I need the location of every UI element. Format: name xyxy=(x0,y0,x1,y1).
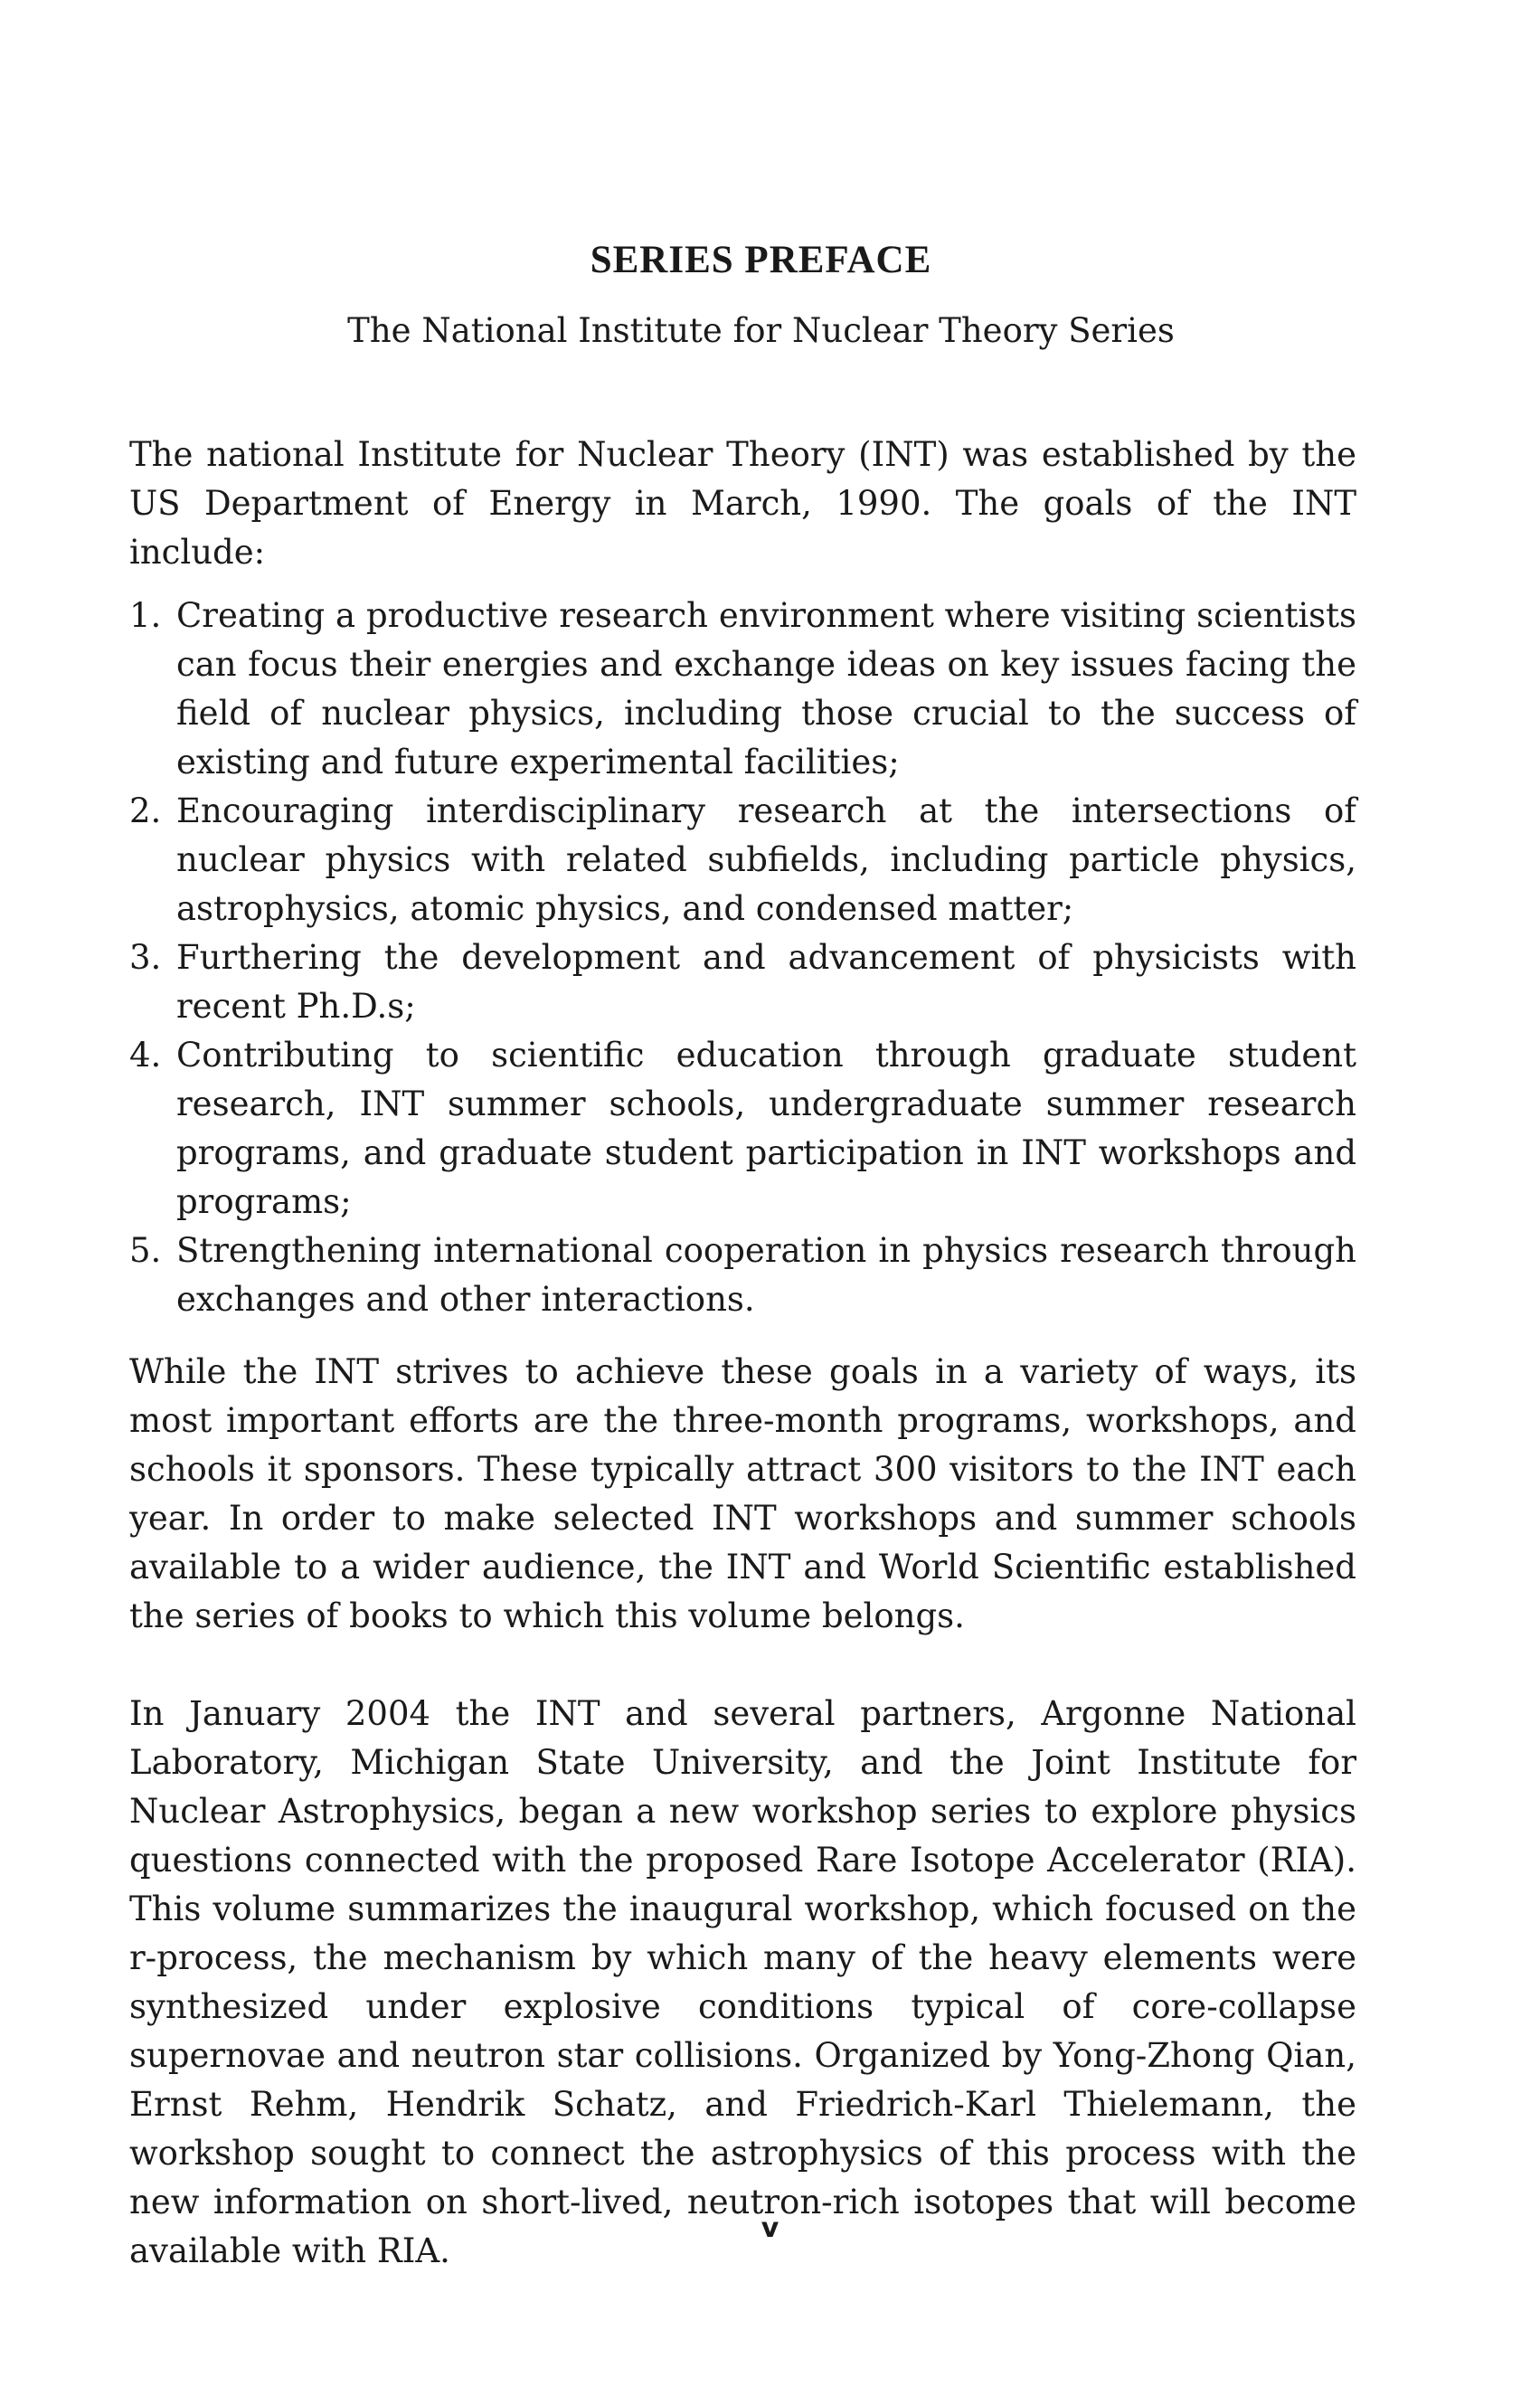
page-body xyxy=(129,237,1356,2276)
goal-item xyxy=(129,1227,1356,1324)
goal-text: Contributing to scientific education through graduate student research, INT summer schools, undergraduate summer research programs, and graduate student participation in INT workshops and programs; xyxy=(176,1035,1356,1221)
goal-number: 3. xyxy=(129,937,162,977)
goal-number: 5. xyxy=(129,1230,162,1270)
goals-list xyxy=(129,592,1356,1324)
goal-text: Encouraging interdisciplinary research at the intersections of nuclear physics with related subfields, including particle physics, astrophysics, atomic physics, and condensed matter; xyxy=(176,791,1356,928)
goal-text: Furthering the development and advancement of physicists with recent Ph.D.s; xyxy=(176,937,1356,1026)
intro-paragraph: The national Institute for Nuclear Theory (INT) was established by the US Department of Energy in March, 1990. The goals of the INT include: xyxy=(129,434,1356,572)
goal-text: Creating a productive research environment where visiting scientists can focus their energies and exchange ideas on key issues facing the field of nuclear physics, including those crucial to the success of existing and future experimental facilities; xyxy=(176,595,1356,781)
page-number: v xyxy=(761,2212,779,2244)
goal-item xyxy=(129,1031,1356,1227)
page-title: SERIES PREFACE xyxy=(590,239,932,281)
goal-item xyxy=(129,933,1356,1031)
goal-text: Strengthening international cooperation in physics research through exchanges and other interactions. xyxy=(176,1230,1356,1319)
goal-item xyxy=(129,592,1356,787)
goal-number: 2. xyxy=(129,791,162,830)
body-paragraph: While the INT strives to achieve these goals in a variety of ways, its most important efforts are the three-month programs, workshops, and schools it sponsors. These typically attract 300 visitors to the INT each year. In order to make selected INT workshops and summer schools available to a wider audience, the INT and World Scientific established the series of books to which this volume belongs. xyxy=(129,1351,1356,1635)
page-subtitle: The National Institute for Nuclear Theory Series xyxy=(347,310,1175,350)
goal-number: 1. xyxy=(129,595,162,635)
goal-number: 4. xyxy=(129,1035,162,1075)
goal-item xyxy=(129,787,1356,933)
body-paragraph: In January 2004 the INT and several partners, Argonne National Laboratory, Michigan State University, and the Joint Institute for Nuclear Astrophysics, began a new workshop series to explore physics questions connected with the proposed Rare Isotope Accelerator (RIA). This volume summarizes the inaugural workshop, which focused on the r-process, the mechanism by which many of the heavy elements were synthesized under explosive conditions typical of core-collapse supernovae and neutron star collisions. Organized by Yong-Zhong Qian, Ernst Rehm, Hendrik Schatz, and Friedrich-Karl Thielemann, the workshop sought to connect the astrophysics of this process with the new information on short-lived, neutron-rich isotopes that will become available with RIA. xyxy=(129,1693,1356,2270)
